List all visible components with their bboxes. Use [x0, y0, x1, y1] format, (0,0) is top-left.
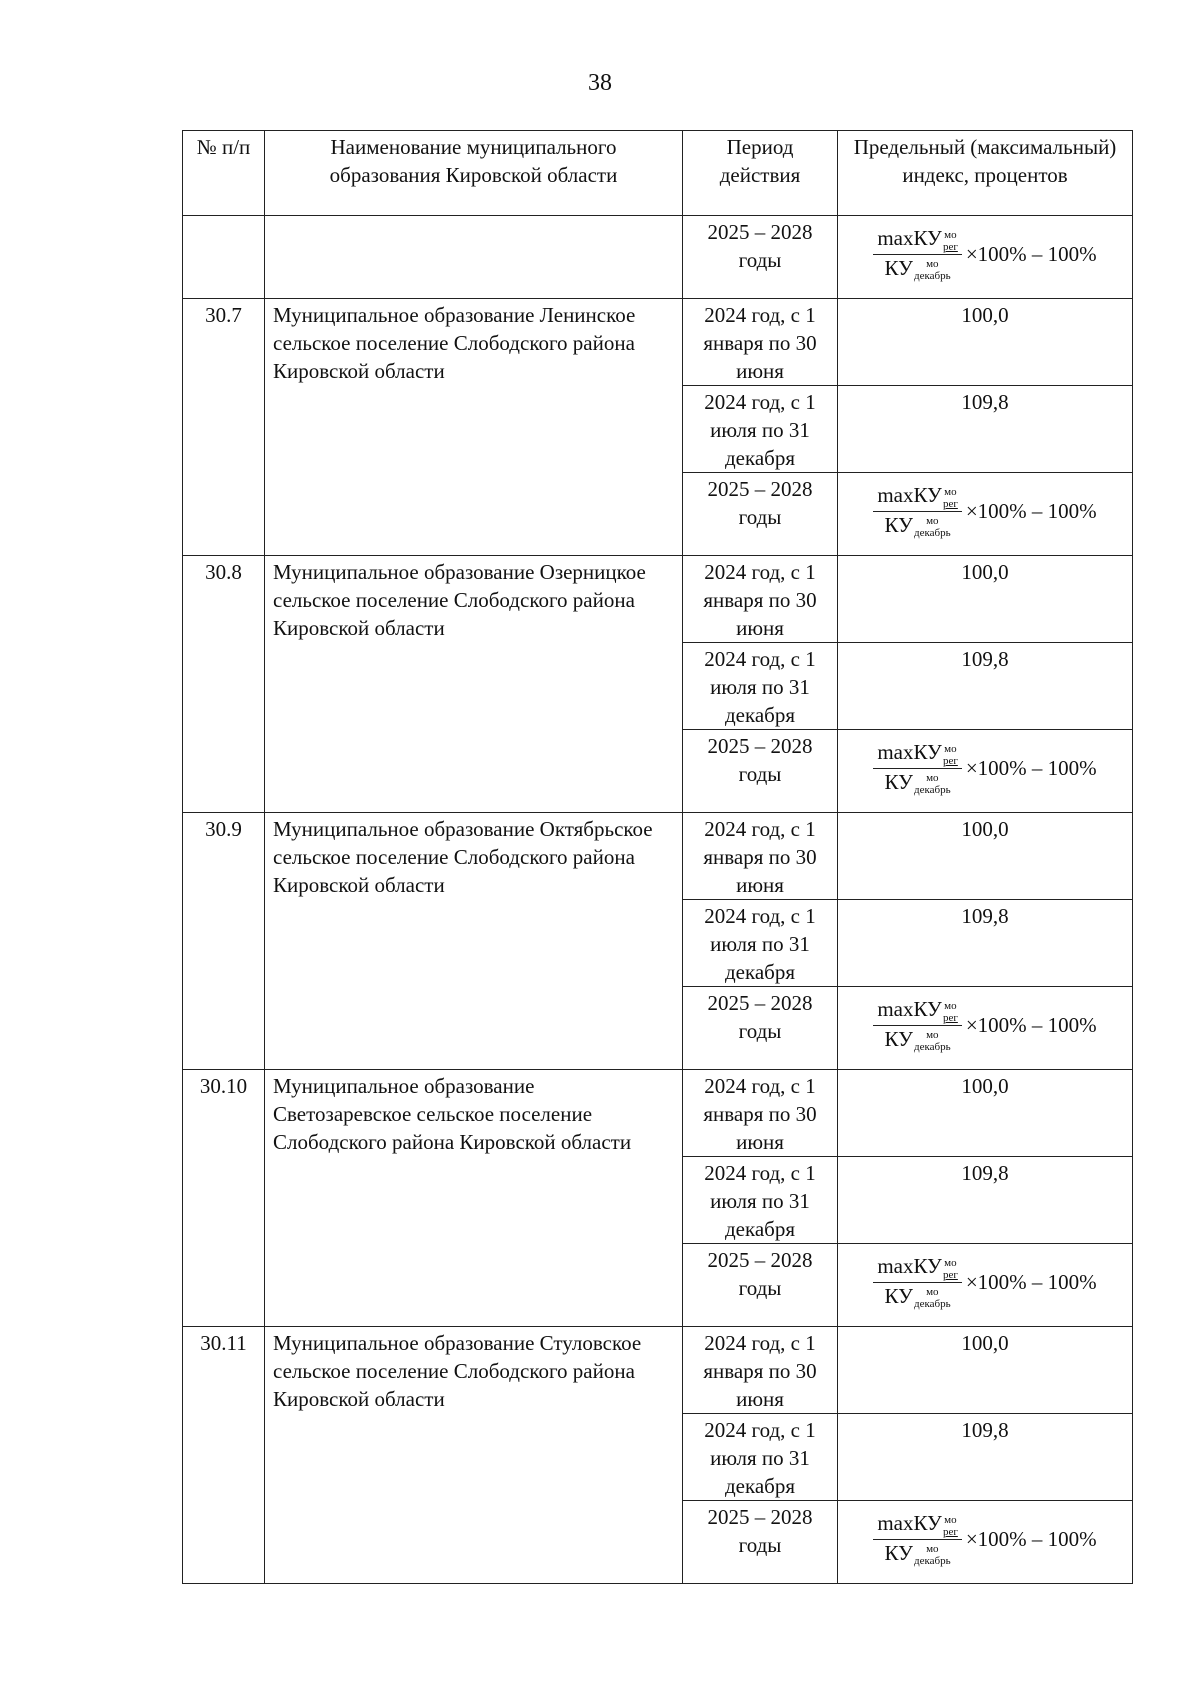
cell-num: 30.9	[183, 813, 265, 1070]
cell-num	[183, 216, 265, 299]
table-row	[183, 1327, 1133, 1414]
table-row-continuation	[183, 216, 1133, 299]
index-formula: maxКУ мо рег КУ мо декабрь ×100% – 100%	[846, 475, 1124, 547]
table-row	[183, 813, 1133, 900]
cell-name: Муниципальное образование Октябрьское сельское поселение Слободского района Кировской области	[265, 813, 683, 1070]
cell-num: 30.10	[183, 1070, 265, 1327]
cell-index-value: 100,0	[838, 556, 1133, 643]
cell-index-value: 109,8	[838, 1414, 1133, 1501]
header-name: Наименование муниципального образования Кировской области	[265, 131, 683, 216]
cell-num: 30.8	[183, 556, 265, 813]
cell-formula	[838, 216, 1133, 299]
cell-formula	[838, 1244, 1133, 1327]
cell-period: 2025 – 2028 годы	[683, 987, 838, 1070]
cell-index-value: 109,8	[838, 386, 1133, 473]
cell-period: 2025 – 2028 годы	[683, 473, 838, 556]
index-formula: maxКУ мо рег КУ мо декабрь ×100% – 100%	[846, 1246, 1124, 1318]
cell-index-value: 109,8	[838, 1157, 1133, 1244]
cell-period: 2024 год, с 1 января по 30 июня	[683, 1070, 838, 1157]
index-formula: maxКУ мо рег КУ мо декабрь ×100% – 100%	[846, 989, 1124, 1061]
header-index: Предельный (максимальный) индекс, процентов	[838, 131, 1133, 216]
cell-period: 2024 год, с 1 июля по 31 декабря	[683, 1414, 838, 1501]
cell-period: 2024 год, с 1 июля по 31 декабря	[683, 386, 838, 473]
index-formula: maxКУ мо рег КУ мо декабрь ×100% – 100%	[846, 218, 1124, 290]
cell-period: 2024 год, с 1 января по 30 июня	[683, 1327, 838, 1414]
cell-period: 2025 – 2028 годы	[683, 1244, 838, 1327]
table-header-row	[183, 131, 1133, 216]
index-table	[182, 130, 1133, 1584]
cell-name: Муниципальное образование Озерницкое сельское поселение Слободского района Кировской области	[265, 556, 683, 813]
cell-formula	[838, 987, 1133, 1070]
cell-index-value: 100,0	[838, 299, 1133, 386]
cell-index-value: 100,0	[838, 1327, 1133, 1414]
cell-index-value: 100,0	[838, 1070, 1133, 1157]
cell-period: 2025 – 2028 годы	[683, 216, 838, 299]
header-num: № п/п	[183, 131, 265, 216]
cell-period: 2024 год, с 1 января по 30 июня	[683, 813, 838, 900]
cell-index-value: 109,8	[838, 900, 1133, 987]
index-formula: maxКУ мо рег КУ мо декабрь ×100% – 100%	[846, 732, 1124, 804]
cell-period: 2025 – 2028 годы	[683, 1501, 838, 1584]
cell-formula	[838, 473, 1133, 556]
cell-name: Муниципальное образование Стуловское сельское поселение Слободского района Кировской области	[265, 1327, 683, 1584]
cell-formula	[838, 730, 1133, 813]
cell-period: 2024 год, с 1 января по 30 июня	[683, 556, 838, 643]
cell-name: Муниципальное образование Светозаревское сельское поселение Слободского района Кировской области	[265, 1070, 683, 1327]
table-row	[183, 556, 1133, 643]
cell-name: Муниципальное образование Ленинское сельское поселение Слободского района Кировской области	[265, 299, 683, 556]
cell-formula	[838, 1501, 1133, 1584]
cell-index-value: 109,8	[838, 643, 1133, 730]
cell-period: 2024 год, с 1 июля по 31 декабря	[683, 643, 838, 730]
cell-period: 2024 год, с 1 января по 30 июня	[683, 299, 838, 386]
cell-num: 30.11	[183, 1327, 265, 1584]
cell-period: 2025 – 2028 годы	[683, 730, 838, 813]
table-row	[183, 1070, 1133, 1157]
table-row	[183, 299, 1133, 386]
cell-period: 2024 год, с 1 июля по 31 декабря	[683, 900, 838, 987]
page-number: 38	[588, 70, 612, 96]
cell-index-value: 100,0	[838, 813, 1133, 900]
index-formula: maxКУ мо рег КУ мо декабрь ×100% – 100%	[846, 1503, 1124, 1575]
header-period: Период действия	[683, 131, 838, 216]
cell-num: 30.7	[183, 299, 265, 556]
table-body	[183, 131, 1133, 1584]
cell-period: 2024 год, с 1 июля по 31 декабря	[683, 1157, 838, 1244]
cell-name	[265, 216, 683, 299]
